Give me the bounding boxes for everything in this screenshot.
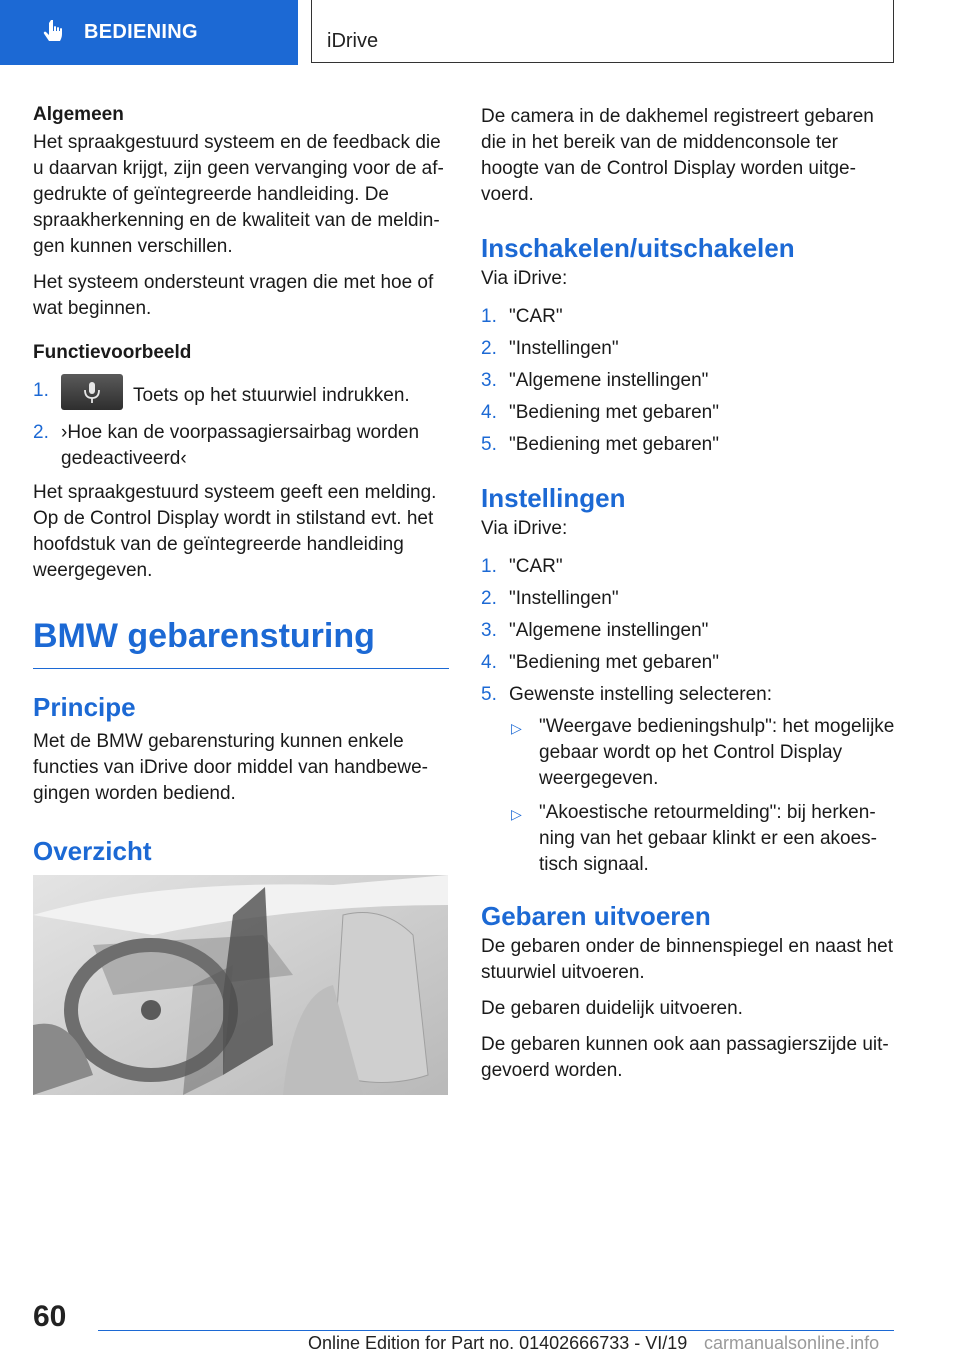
step-number: 3. bbox=[481, 370, 497, 391]
step-number: 4. bbox=[481, 652, 497, 673]
step-number: 5. bbox=[481, 684, 497, 705]
step-number: 1. bbox=[33, 380, 49, 401]
functie-heading: Functievoorbeeld bbox=[33, 342, 192, 363]
footer-divider bbox=[98, 1330, 894, 1331]
step-text: "Algemene instellingen" bbox=[509, 370, 709, 391]
gebaren-paragraph-3: De gebaren kunnen ook aan passagierszijde uitgevoerd worden. bbox=[481, 1034, 889, 1081]
step-text: ›Hoe kan de voorpassagiersairbag worden gedeactiveerd‹ bbox=[61, 422, 420, 469]
inschakelen-steps bbox=[481, 304, 897, 458]
step-text: "Bediening met gebaren" bbox=[509, 434, 719, 455]
step-number: 4. bbox=[481, 402, 497, 423]
instellingen-heading: Instellingen bbox=[481, 483, 626, 513]
list-item bbox=[481, 432, 897, 458]
step-number: 1. bbox=[481, 556, 497, 577]
list-item bbox=[481, 304, 897, 330]
gebaren-paragraph-2: De gebaren duidelijk uitvoeren. bbox=[481, 998, 743, 1019]
right-column bbox=[481, 104, 897, 1094]
algemeen-heading: Algemeen bbox=[33, 104, 124, 125]
edition-text: Online Edition for Part no. 01402666733 - VI/19 bbox=[308, 1333, 688, 1353]
hand-pointer-icon bbox=[40, 20, 66, 46]
step-text: "Instellingen" bbox=[509, 588, 619, 609]
step-number: 2. bbox=[481, 338, 497, 359]
gebaren-heading: Gebaren uitvoeren bbox=[481, 901, 711, 931]
principe-heading: Principe bbox=[33, 692, 136, 722]
section-tab bbox=[0, 0, 298, 65]
algemeen-paragraph-2: Het systeem ondersteunt vragen die met hoe of wat beginnen. bbox=[33, 272, 434, 319]
gebaren-paragraph-1: De gebaren onder de binnenspiegel en naast het stuurwiel uitvoeren. bbox=[481, 936, 893, 983]
step-text: "CAR" bbox=[509, 306, 563, 327]
step-number: 3. bbox=[481, 620, 497, 641]
instellingen-options bbox=[509, 714, 897, 878]
list-item bbox=[481, 618, 897, 644]
intro-paragraph: De camera in de dakhemel registreert gebaren die in het bereik van de middenconsole ter hoogte van de Control Display worden uitgevoerd. bbox=[481, 106, 874, 205]
chapter-title: iDrive bbox=[327, 30, 379, 52]
list-item bbox=[509, 800, 897, 878]
section-title: BEDIENING bbox=[84, 21, 198, 43]
instellingen-via: Via iDrive: bbox=[481, 518, 568, 539]
chapter-heading: BMW gebarensturing bbox=[33, 616, 449, 669]
left-column bbox=[33, 102, 449, 873]
list-item bbox=[481, 400, 897, 426]
watermark: carmanualsonline.info bbox=[704, 1333, 880, 1353]
option-text: "Weergave bedieningshulp": het mogelijke gebaar wordt op het Control Display weergegeven. bbox=[539, 716, 895, 789]
step-number: 5. bbox=[481, 434, 497, 455]
principe-paragraph: Met de BMW gebarensturing kunnen enkele functies van iDrive door middel van handbewegingen worden bediend. bbox=[33, 731, 428, 804]
triangle-right-icon: ▷ bbox=[511, 720, 522, 736]
step-text: "CAR" bbox=[509, 556, 563, 577]
step-text: "Bediening met gebaren" bbox=[509, 402, 719, 423]
algemeen-paragraph-1: Het spraakgestuurd systeem en de feedback die u daarvan krijgt, zijn geen vervanging voor de afgedrukte of geïntegreerde handleiding. De spraakherkenning en de kwaliteit van de meldingen kunnen verschillen. bbox=[33, 132, 444, 257]
list-item bbox=[481, 368, 897, 394]
overzicht-heading: Overzicht bbox=[33, 836, 152, 866]
functie-paragraph: Het spraakgestuurd systeem geeft een melding. Op de Control Display wordt in stilstand evt. het hoofdstuk van de geïntegreerde handleiding weergegeven. bbox=[33, 482, 437, 581]
list-item bbox=[481, 586, 897, 612]
step-number: 1. bbox=[481, 306, 497, 327]
step-text: "Algemene instellingen" bbox=[509, 620, 709, 641]
gesture-overview-image bbox=[33, 875, 448, 1095]
list-item bbox=[481, 682, 897, 878]
list-item bbox=[481, 554, 897, 580]
list-item bbox=[33, 378, 449, 414]
list-item bbox=[481, 336, 897, 362]
step-text: "Bediening met gebaren" bbox=[509, 652, 719, 673]
list-item bbox=[481, 650, 897, 676]
inschakelen-heading: Inschakelen/uitschakelen bbox=[481, 233, 795, 263]
step-text: "Instellingen" bbox=[509, 338, 619, 359]
step-number: 2. bbox=[481, 588, 497, 609]
step-text: Toets op het stuurwiel indrukken. bbox=[133, 385, 410, 407]
list-item bbox=[509, 714, 897, 792]
step-text: Gewenste instelling selecteren: bbox=[509, 684, 772, 705]
step-number: 2. bbox=[33, 422, 49, 443]
instellingen-steps bbox=[481, 554, 897, 878]
list-item bbox=[33, 420, 449, 472]
chapter-box bbox=[311, 0, 894, 63]
page-number: 60 bbox=[33, 1300, 67, 1333]
triangle-right-icon: ▷ bbox=[511, 806, 522, 822]
functie-steps bbox=[33, 378, 449, 472]
voice-microphone-icon bbox=[61, 374, 123, 410]
inschakelen-via: Via iDrive: bbox=[481, 268, 568, 289]
option-text: "Akoestische retourmelding": bij herkenning van het gebaar klinkt er een akoestisch signaal. bbox=[539, 802, 877, 875]
